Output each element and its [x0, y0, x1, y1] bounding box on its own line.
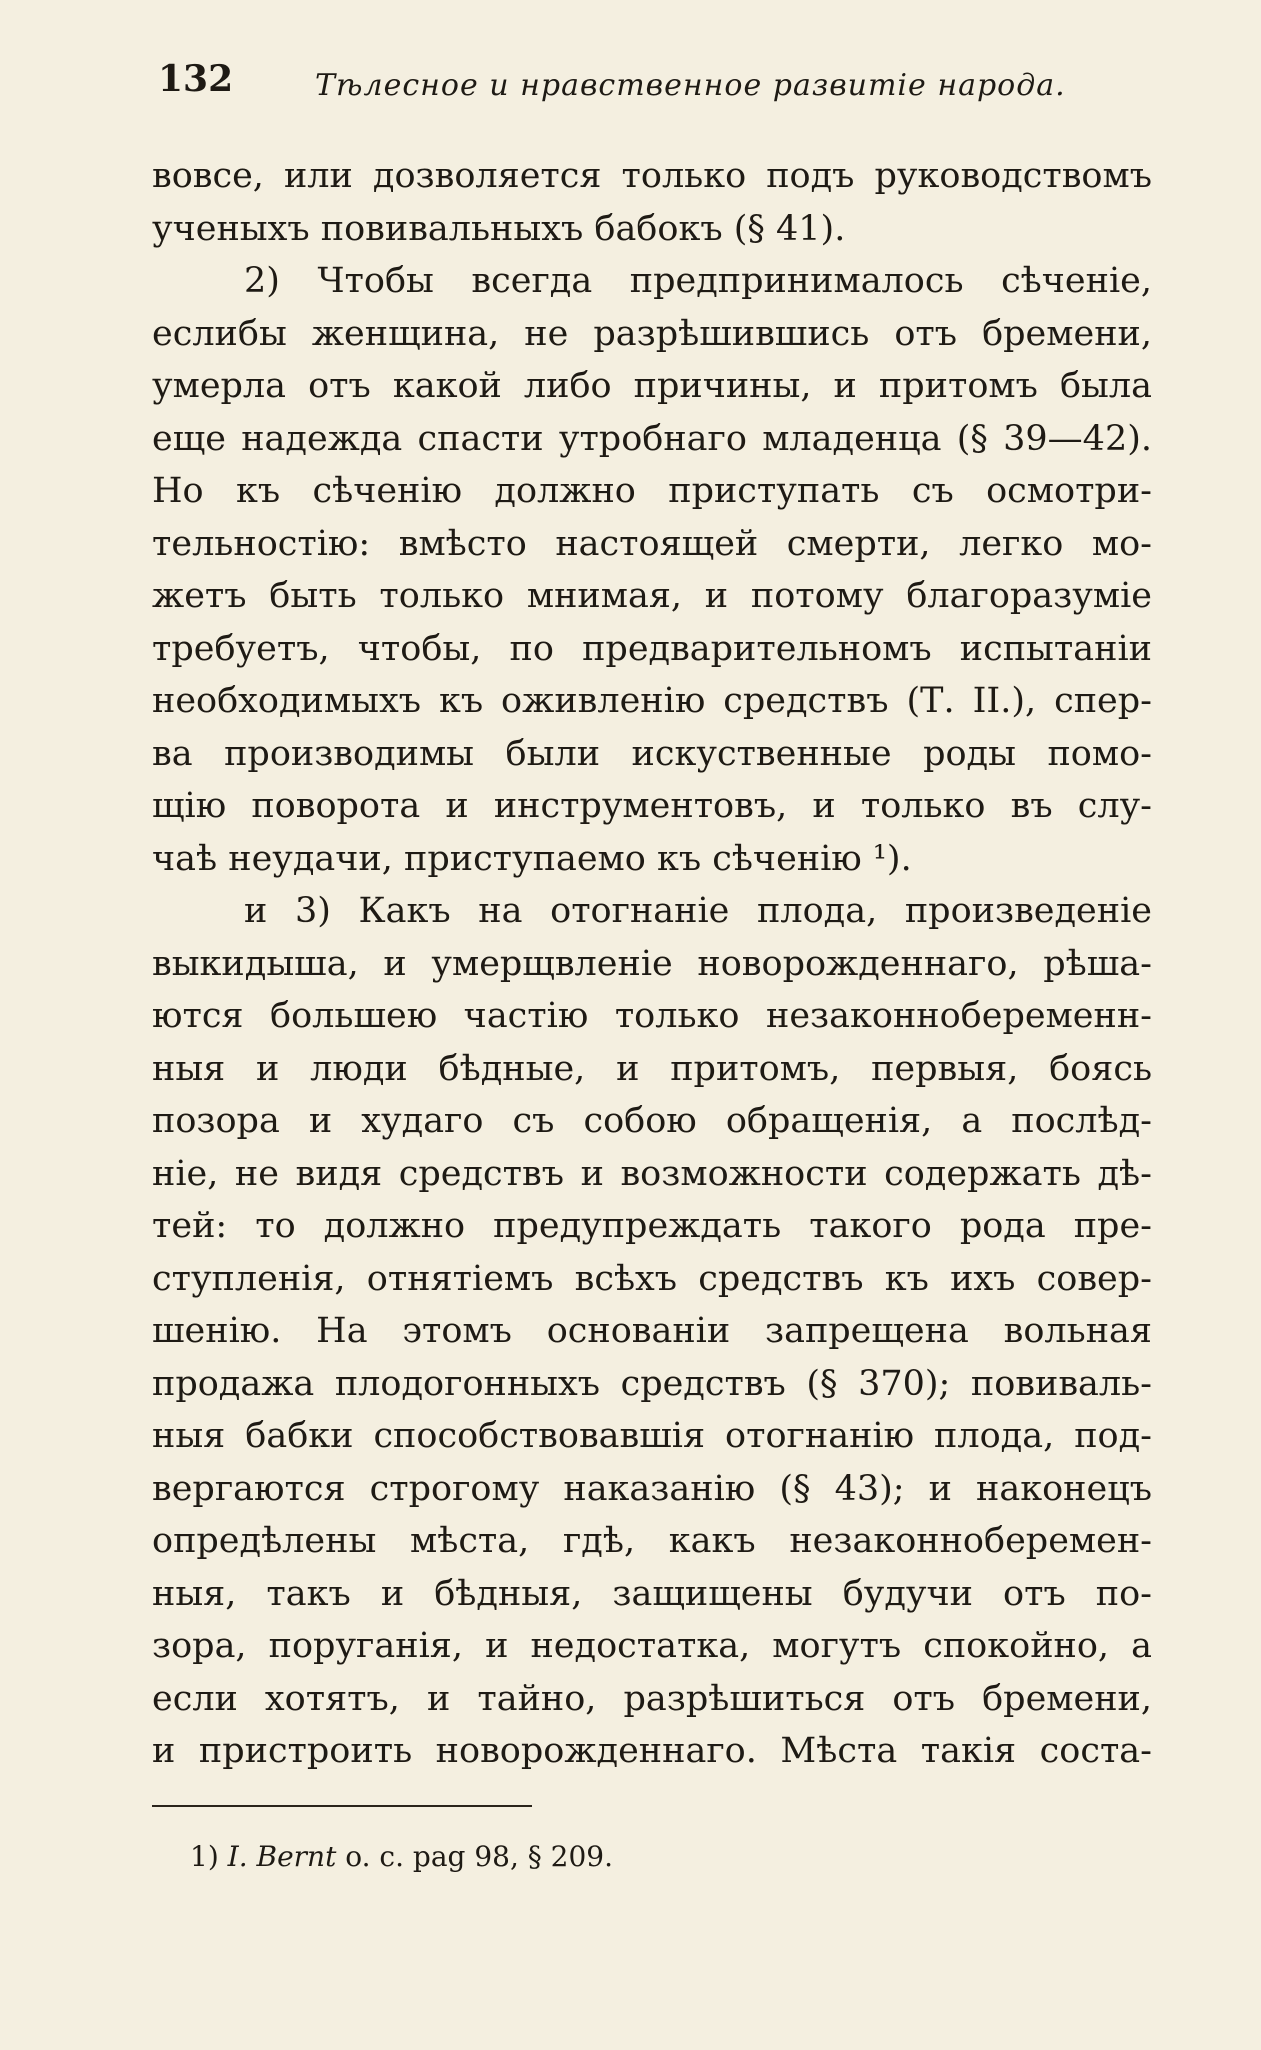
running-title: Тѣлесное и нравственное развитіе народа.: [315, 68, 1066, 103]
page-number: 132: [158, 58, 234, 100]
text-line: 2) Чтобы всегда предпринималось сѣченіе,: [244, 261, 1152, 301]
text-line: тельностію: вмѣсто настоящей смерти, легко мо-: [152, 523, 1152, 564]
text-line: ныя, такъ и бѣдныя, защищены будучи отъ по-: [152, 1573, 1152, 1614]
text-line: вергаются строгому наказанію (§ 43); и наконецъ: [152, 1468, 1152, 1509]
text-line: требуетъ, чтобы, по предварительномъ испытаніи: [152, 628, 1152, 669]
text-line: ются большею частію только незаконнобеременн-: [152, 996, 1152, 1036]
text-line: ступленія, отнятіемъ всѣхъ средствъ къ ихъ совер-: [152, 1258, 1152, 1299]
text-line: ва производимы были искуственные роды помо-: [152, 733, 1152, 774]
text-line: жетъ быть только мнимая, и потому благоразуміе: [152, 576, 1152, 616]
text-line: ныя бабки способствовавшія отогнанію плода, под-: [152, 1416, 1152, 1456]
text-line: ніе, не видя средствъ и возможности содержать дѣ-: [152, 1153, 1152, 1194]
text-line: зора, поруганія, и недостатка, могутъ спокойно, а: [152, 1626, 1152, 1666]
page-header: [150, 58, 1150, 118]
text-line: опредѣлены мѣста, гдѣ, какъ незаконноберемен-: [152, 1521, 1152, 1561]
text-line: если хотятъ, и тайно, разрѣшиться отъ бремени,: [152, 1678, 1152, 1719]
text-line: ныя и люди бѣдные, и притомъ, первыя, боясь: [152, 1048, 1152, 1089]
text-line: ученыхъ повивальныхъ бабокъ (§ 41).: [152, 208, 846, 249]
text-line: продажа плодогонныхъ средствъ (§ 370); повиваль-: [152, 1363, 1152, 1404]
text-line: и 3) Какъ на отогнаніе плода, произведеніе: [244, 891, 1152, 931]
footnote-reference: o. c. pag 98, § 209.: [345, 1840, 614, 1873]
body-text: [152, 150, 1152, 1778]
text-line: шенію. На этомъ основаніи запрещена вольная: [152, 1311, 1152, 1351]
footnote-divider: [152, 1805, 532, 1807]
footnote-author: I. Bernt: [227, 1840, 337, 1873]
text-line: позора и худаго съ собою обращенія, а послѣд-: [152, 1101, 1152, 1141]
text-line: чаѣ неудачи, приступаемо къ сѣченію ¹).: [152, 838, 912, 879]
text-line: вовсе, или дозволяется только подъ руководствомъ: [152, 156, 1152, 196]
text-line: тей: то должно предупреждать такого рода пре-: [152, 1206, 1152, 1246]
text-line: необходимыхъ къ оживленію средствъ (Т. II.), спер-: [152, 681, 1152, 721]
text-line: выкидыша, и умерщвленіе новорожденнаго, рѣша-: [152, 943, 1152, 984]
footnote-marker: 1): [190, 1840, 219, 1873]
text-line: еще надежда спасти утробнаго младенца (§ 39—42).: [152, 418, 1152, 459]
text-line: еслибы женщина, не разрѣшившись отъ бремени,: [152, 313, 1152, 354]
text-line: и пристроить новорожденнаго. Мѣста такія соста-: [152, 1731, 1152, 1771]
text-line: умерла отъ какой либо причины, и притомъ была: [152, 366, 1152, 406]
footnote: [190, 1840, 613, 1873]
text-line: щію поворота и инструментовъ, и только въ слу-: [152, 786, 1152, 826]
text-line: Но къ сѣченію должно приступать съ осмотри-: [152, 471, 1152, 511]
